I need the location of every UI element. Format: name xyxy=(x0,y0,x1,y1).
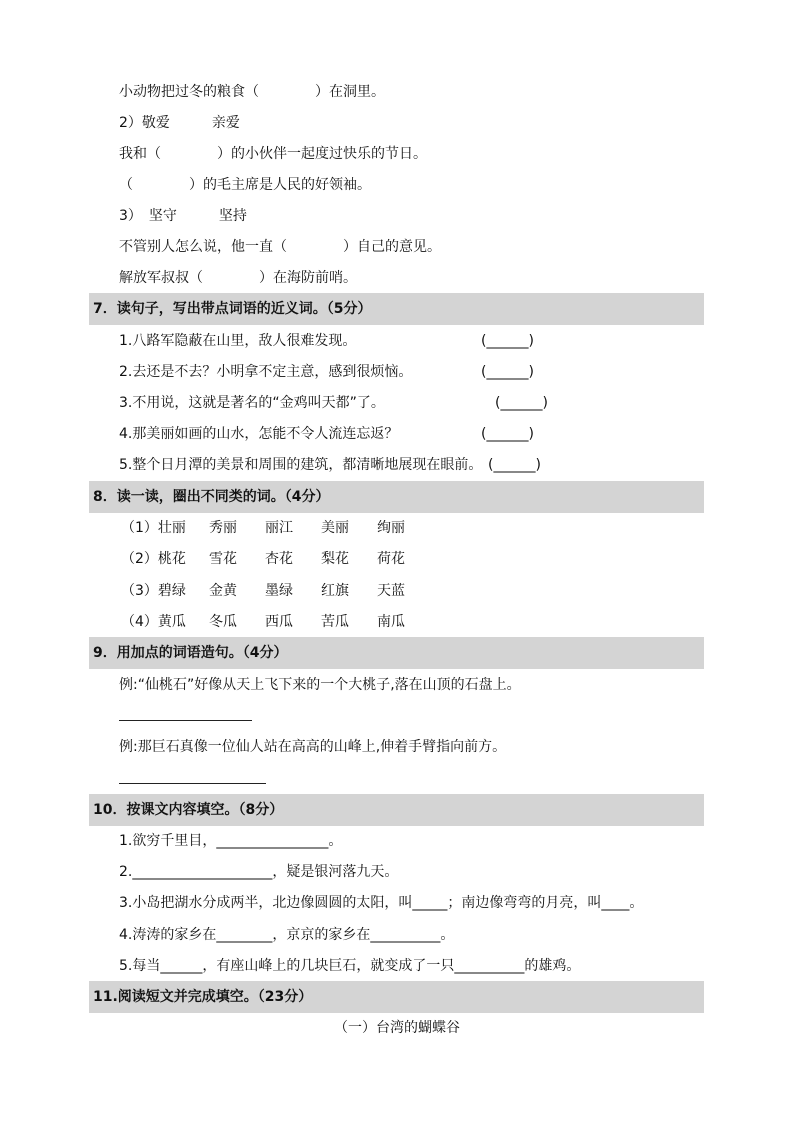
q8-row-1-word-2: 丽江 xyxy=(265,520,293,536)
q8-row-2-word-4: 荷花 xyxy=(377,551,405,567)
q8-row-4-word-3: 苦瓜 xyxy=(321,614,349,630)
intro-line-5: 3） 坚守 坚持 xyxy=(119,208,247,224)
q7-item-5: 5.整个日月潭的美景和周围的建筑，都清晰地展现在眼前。 xyxy=(119,457,483,473)
q9-example-1: 例:“仙桃石”好像从天上飞下来的一个大桃子,落在山顶的石盘上。 xyxy=(119,677,521,693)
q7-blank-2: (______) xyxy=(481,364,534,380)
q8-row-1-word-1: 秀丽 xyxy=(209,520,237,536)
q7-blank-5: (______) xyxy=(488,457,541,473)
q7-item-1: 1.八路军隐蔽在山里，敌人很难发现。 xyxy=(119,333,357,349)
intro-line-4: （ ）的毛主席是人民的好领袖。 xyxy=(119,177,371,193)
q8-row-3-word-1: 金黄 xyxy=(209,583,237,599)
section-header-q9: 9．用加点的词语造句。（4分） xyxy=(89,637,704,669)
q8-row-4-label: （4）黄瓜 xyxy=(121,614,186,630)
q8-row-2-word-3: 梨花 xyxy=(321,551,349,567)
q8-row-1-word-3: 美丽 xyxy=(321,520,349,536)
q9-answer-line-1[interactable] xyxy=(119,720,252,721)
q8-row-2-label: （2）桃花 xyxy=(121,551,186,567)
q8-row-3-word-2: 墨绿 xyxy=(265,583,293,599)
section-header-q10: 10．按课文内容填空。（8分） xyxy=(89,794,704,826)
q8-row-4-word-4: 南瓜 xyxy=(377,614,405,630)
q10-item-2: 2.____________________，疑是银河落九天。 xyxy=(119,864,399,880)
q10-item-1: 1.欲穷千里目，________________。 xyxy=(119,833,343,849)
intro-line-3: 我和（ ）的小伙伴一起度过快乐的节日。 xyxy=(119,146,427,162)
q8-row-3-word-4: 天蓝 xyxy=(377,583,405,599)
q7-blank-1: (______) xyxy=(481,333,534,349)
q7-item-2: 2.去还是不去？小明拿不定主意，感到很烦恼。 xyxy=(119,364,413,380)
intro-line-2: 2）敬爱 亲爱 xyxy=(119,115,240,131)
q8-row-4-word-1: 冬瓜 xyxy=(209,614,237,630)
q7-item-4: 4.那美丽如画的山水，怎能不令人流连忘返？ xyxy=(119,426,399,442)
q7-item-3: 3.不用说，这就是著名的“金鸡叫天都”了。 xyxy=(119,395,385,411)
intro-line-7: 解放军叔叔（ ）在海防前哨。 xyxy=(119,270,357,286)
section-header-q7: 7．读句子，写出带点词语的近义词。（5分） xyxy=(89,293,704,325)
q9-example-2: 例:那巨石真像一位仙人站在高高的山峰上,伸着手臂指向前方。 xyxy=(119,739,507,755)
q11-passage-title: （一）台湾的蝴蝶谷 xyxy=(334,1020,460,1036)
section-header-q11: 11.阅读短文并完成填空。（23分） xyxy=(89,981,704,1013)
q10-item-5: 5.每当______，有座山峰上的几块巨石，就变成了一只__________的雄鸡。 xyxy=(119,958,581,974)
q10-item-3: 3.小岛把湖水分成两半，北边像圆圆的太阳，叫_____；南边像弯弯的月亮，叫____。 xyxy=(119,895,644,911)
q7-blank-3: (______) xyxy=(495,395,548,411)
q7-blank-4: (______) xyxy=(481,426,534,442)
q8-row-1-word-4: 绚丽 xyxy=(377,520,405,536)
q8-row-1-label: （1）壮丽 xyxy=(121,520,186,536)
intro-line-1: 小动物把过冬的粮食（ ）在洞里。 xyxy=(119,84,385,100)
q8-row-3-label: （3）碧绿 xyxy=(121,583,186,599)
intro-line-6: 不管别人怎么说，他一直（ ）自己的意见。 xyxy=(119,239,441,255)
q8-row-2-word-2: 杏花 xyxy=(265,551,293,567)
q8-row-2-word-1: 雪花 xyxy=(209,551,237,567)
q8-row-3-word-3: 红旗 xyxy=(321,583,349,599)
section-header-q8: 8．读一读，圈出不同类的词。（4分） xyxy=(89,481,704,513)
q9-answer-line-2[interactable] xyxy=(119,783,266,784)
q10-item-4: 4.涛涛的家乡在________，京京的家乡在__________。 xyxy=(119,927,455,943)
q8-row-4-word-2: 西瓜 xyxy=(265,614,293,630)
